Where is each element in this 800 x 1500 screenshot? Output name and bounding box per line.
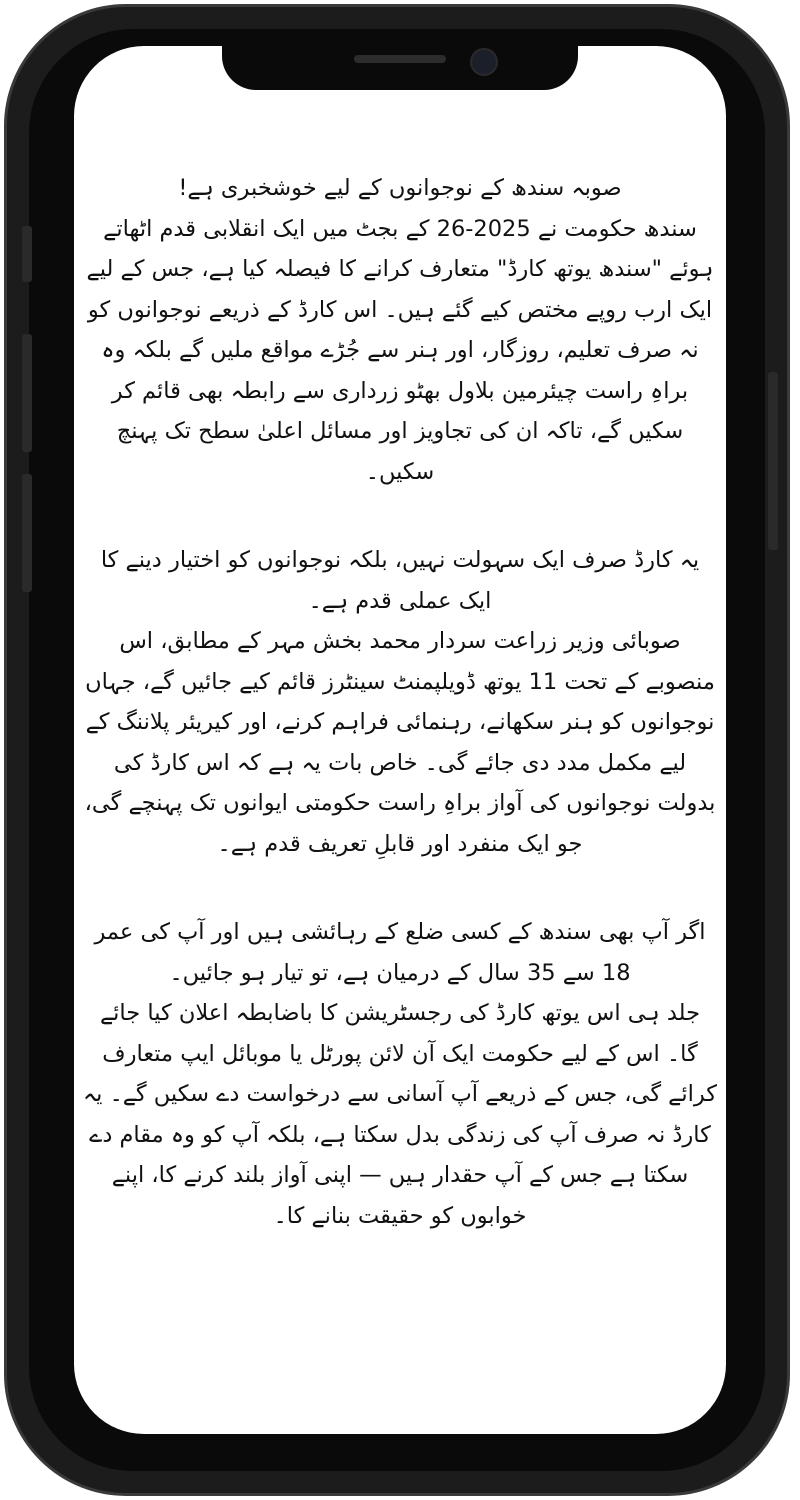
article-title: صوبہ سندھ کے نوجوانوں کے لیے خوشخبری ہے! <box>178 175 622 201</box>
article-paragraph: اگر آپ بھی سندھ کے کسی ضلع کے رہائشی ہیں اور آپ کی عمر 18 سے 35 سال کے درمیان ہے، تو تیار ہو جائیں۔ <box>94 919 706 986</box>
article-paragraph: جلد ہی اس یوتھ کارڈ کی رجسٹریشن کا باضابطہ اعلان کیا جائے گا۔ اس کے لیے حکومت ایک آن لائن پورٹل یا موبائل ایپ متعارف کرائے گی، جس کے ذریعے آپ آسانی سے درخواست دے سکیں گے۔ یہ کارڈ نہ صرف آپ کی زندگی بدل سکتا ہے، بلکہ آپ کو وہ مقام دے سکتا ہے جس کے آپ حقدار ہیں — اپنی آواز بلند کرنے کا، اپنے خوابوں کو حقیقت بنانے کا۔ <box>82 1000 718 1229</box>
notch <box>222 46 578 90</box>
power-button <box>768 372 778 550</box>
article-paragraph: سندھ حکومت نے 2025-26 کے بجٹ میں ایک انقلابی قدم اٹھاتے ہوئے "سندھ یوتھ کارڈ" متعارف کرانے کا فیصلہ کیا ہے، جس کے لیے ایک ارب روپے مختص کیے گئے ہیں۔ اس کارڈ کے ذریعے نوجوانوں کو نہ صرف تعلیم، روزگار، اور ہنر سے جُڑے مواقع ملیں گے بلکہ وہ براہِ راست چیئرمین بلاول بھٹو زرداری سے رابطہ بھی قائم کر سکیں گے، تاکہ ان کی تجاویز اور مسائل اعلیٰ سطح تک پہنچ سکیں۔ <box>86 215 714 485</box>
article-paragraph: یہ کارڈ صرف ایک سہولت نہیں، بلکہ نوجوانوں کو اختیار دینے کا ایک عملی قدم ہے۔ <box>100 547 700 614</box>
paragraph-spacer <box>82 492 718 540</box>
volume-up-button <box>22 334 32 452</box>
speaker-grille <box>354 55 446 63</box>
article-body <box>82 168 718 1236</box>
front-camera-icon <box>470 48 498 76</box>
article-paragraph: صوبائی وزیر زراعت سردار محمد بخش مہر کے مطابق، اس منصوبے کے تحت 11 یوتھ ڈویلپمنٹ سینٹرز قائم کیے جائیں گے، جہاں نوجوانوں کو ہنر سکھانے، رہنمائی فراہم کرنے، اور کیریئر پلاننگ کے لیے مکمل مدد دی جائے گی۔ خاص بات یہ ہے کہ اس کارڈ کی بدولت نوجوانوں کی آواز براہِ راست حکومتی ایوانوں تک پہنچے گی، جو ایک منفرد اور قابلِ تعریف قدم ہے۔ <box>84 628 716 857</box>
volume-down-button <box>22 474 32 592</box>
mute-switch <box>22 226 32 282</box>
paragraph-spacer <box>82 864 718 912</box>
